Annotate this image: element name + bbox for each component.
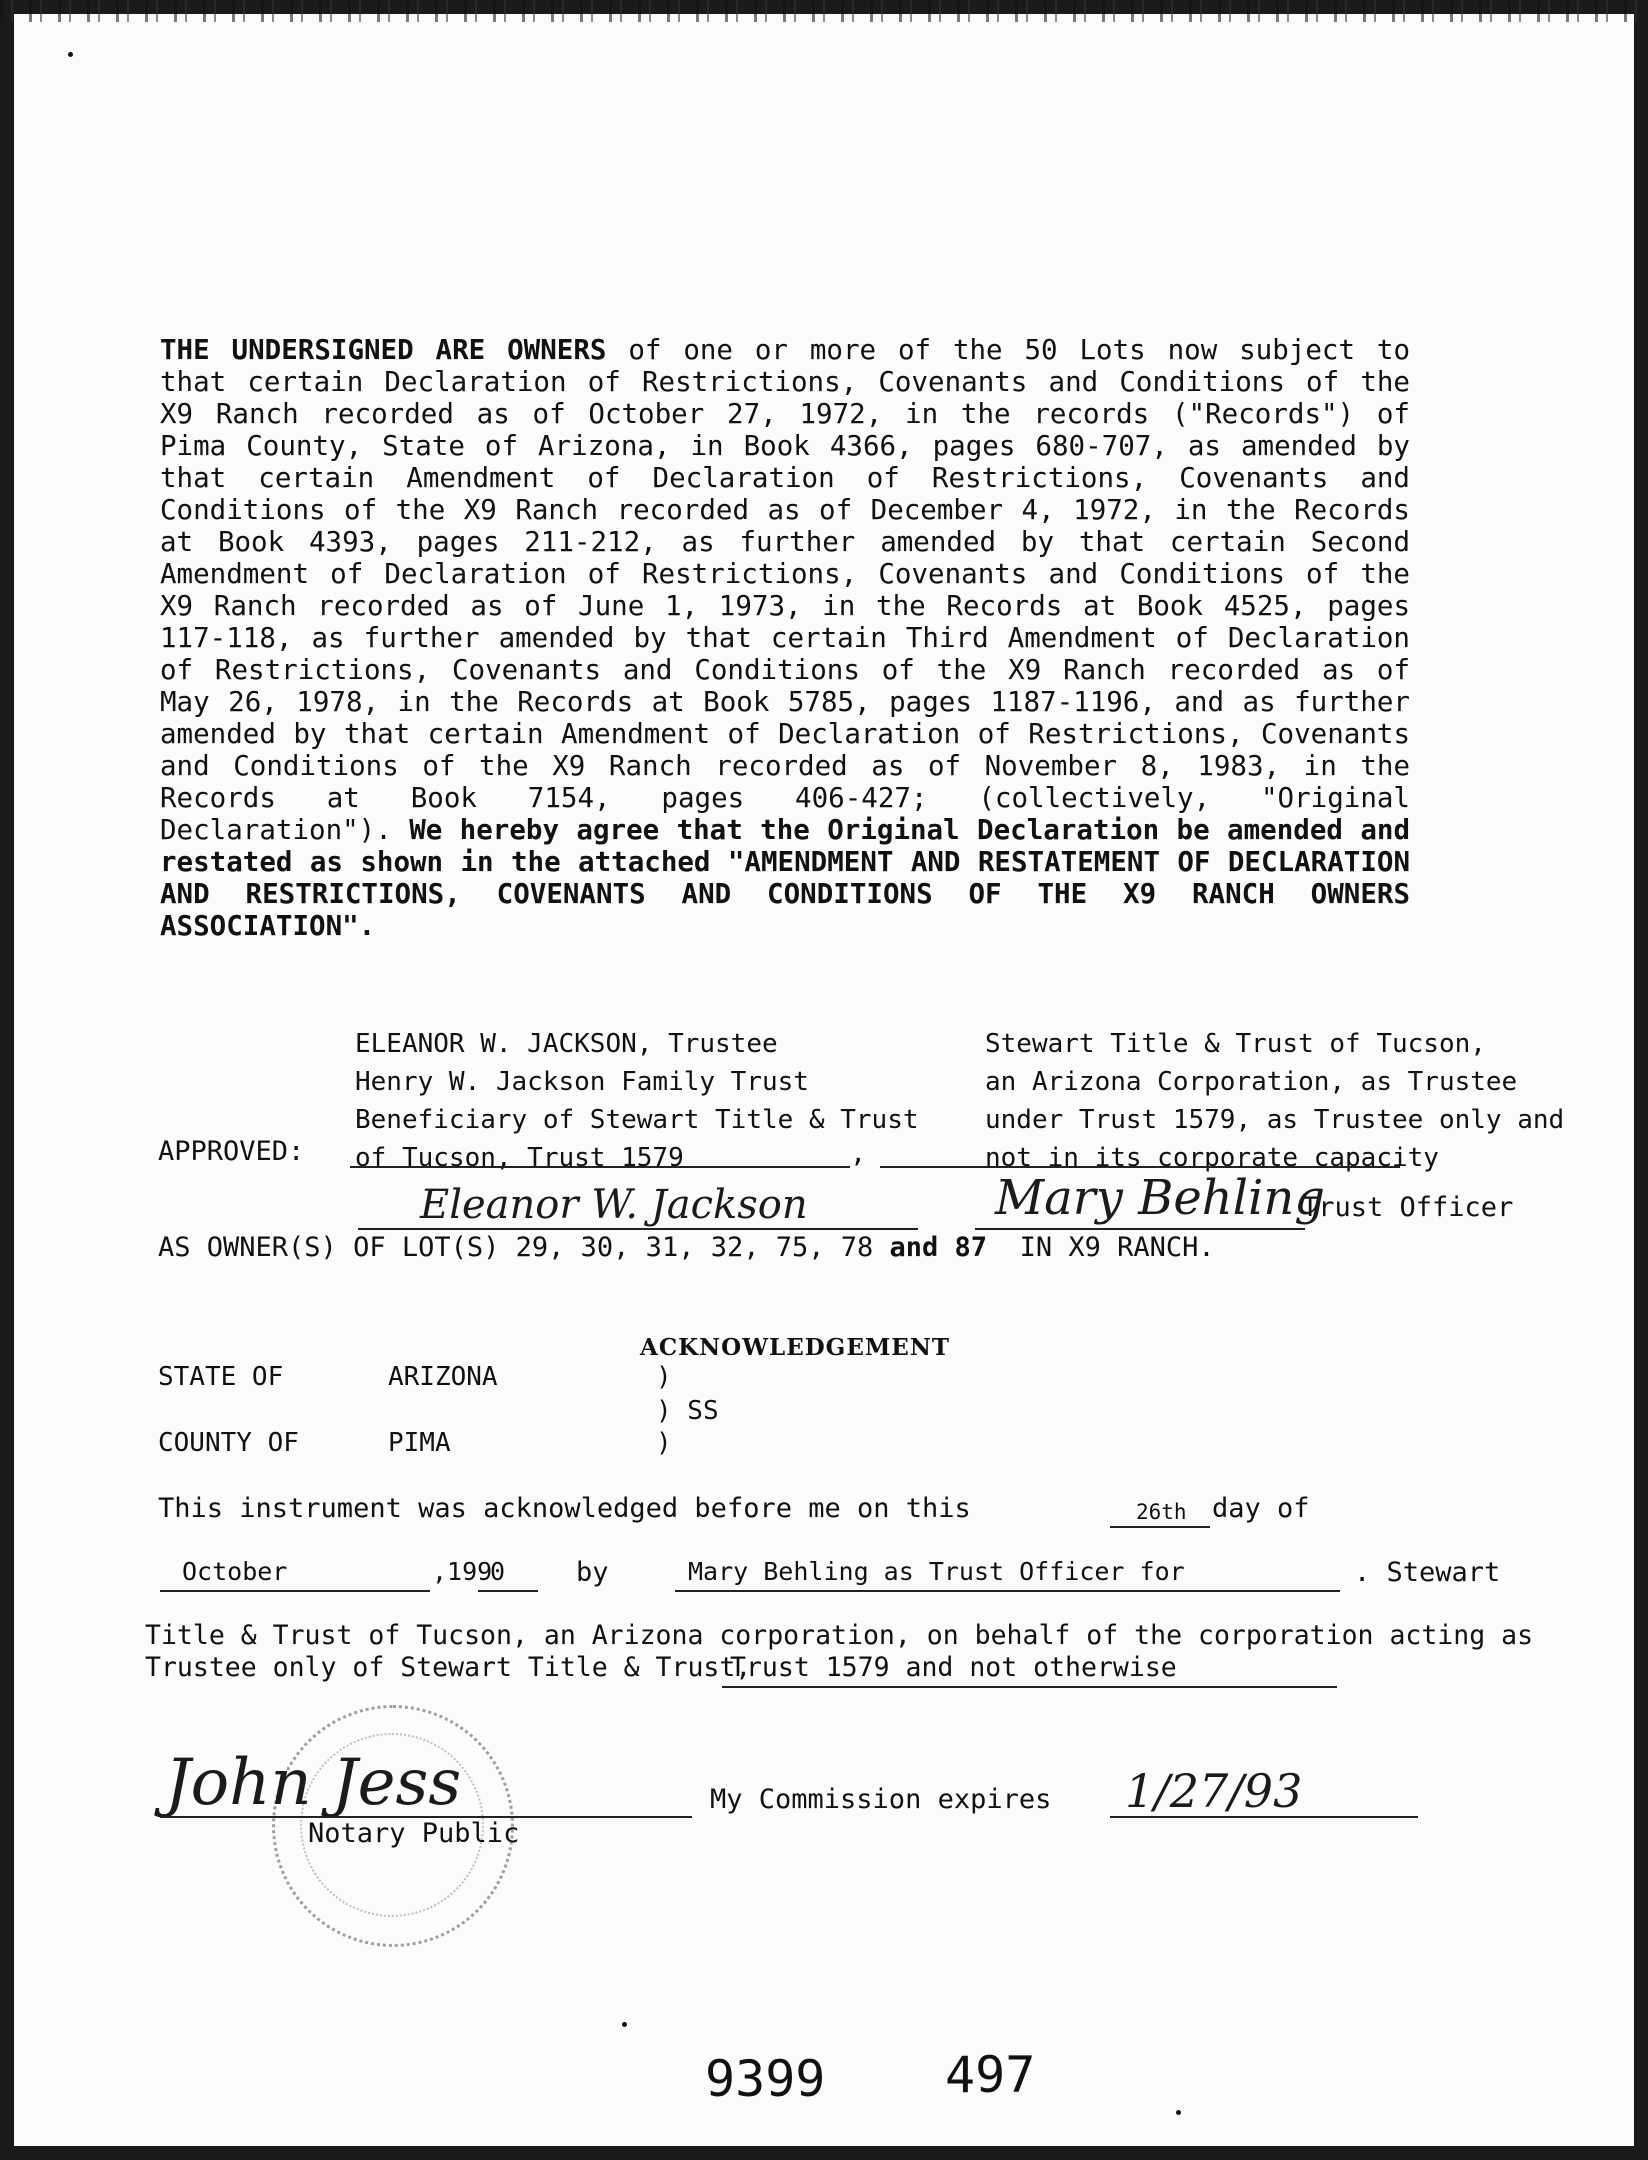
ack-month: October	[182, 1557, 288, 1586]
book-number: 9399	[705, 2050, 826, 2108]
ack-line-3: Title & Trust of Tucson, an Arizona corporation, on behalf of the corporation acting as	[145, 1620, 1534, 1651]
county-value: PIMA	[388, 1428, 451, 1458]
officer-signature-line	[975, 1228, 1305, 1230]
signatory-line: Beneficiary of Stewart Title & Trust	[355, 1105, 919, 1135]
approval-line-left	[350, 1166, 850, 1168]
approved-label: APPROVED:	[158, 1136, 305, 1167]
trust-officer-signature: Mary Behling	[995, 1170, 1326, 1226]
ack-by-name: Mary Behling as Trust Officer for	[688, 1557, 1185, 1586]
declaration-text: of one or more of the 50 Lots now subject to that certain Declaration of Restrictions, Covenants and Conditions of the X9 Ranch recorded as of October 27, 1972, in the records ("Records") of Pima County, State of Arizona, in Book 4366, pages 680-707, as amended by that certain Amendment of Declaration of Restrictions, Covenants and Conditions of the X9 Ranch recorded as of December 4, 1972, in the Records at Book 4393, pages 211-212, as further amended by that certain Second Amendment of Declaration of Restrictions, Covenants and Conditions of the X9 Ranch recorded as of June 1, 1973, in the Records at Book 4525, pages 117-118, as further amended by that certain Third Amendment of Declaration of Restrictions, Covenants and Conditions of the X9 Ranch recorded as of May 26, 1978, in the Records at Book 5785, pages 1187-1196, and as further amended by that certain Amendment of Declaration of Restrictions, Covenants and Conditions of the X9 Ranch recorded as of November 8, 1983, in the Records at Book 7154, pages 406-427; (collectively, "Original Declaration").	[160, 334, 1411, 846]
day-line	[1110, 1526, 1210, 1528]
by-name-line	[675, 1590, 1340, 1592]
trust-officer-label: Trust Officer	[1302, 1192, 1514, 1223]
owner-suffix: IN X9 RANCH.	[1019, 1232, 1215, 1263]
county-label: COUNTY OF	[158, 1428, 299, 1458]
owner-lots-line	[158, 1232, 1215, 1263]
scan-noise	[0, 0, 1648, 22]
approval-line-right	[880, 1166, 1400, 1168]
year-line	[478, 1590, 538, 1592]
trustee-signatory-block	[985, 1025, 1564, 1177]
ack-stewart: . Stewart	[1354, 1557, 1501, 1588]
owner-signature-line	[358, 1228, 918, 1230]
signatory-line: an Arizona Corporation, as Trustee	[985, 1067, 1518, 1097]
commission-label: My Commission expires	[710, 1784, 1052, 1815]
owner-signature: Eleanor W. Jackson	[420, 1182, 808, 1228]
lead-bold-text: THE UNDERSIGNED ARE OWNERS	[160, 334, 607, 366]
signatory-line: of Tucson, Trust 1579	[355, 1143, 684, 1173]
lot-numbers: 29, 30, 31, 32, 75, 78	[515, 1232, 874, 1263]
ack-by: by	[576, 1557, 609, 1588]
paren: )	[656, 1428, 672, 1458]
agreement-bold-text: We hereby agree that the Original Declaration be amended and restated as shown in the attached "AMENDMENT AND RESTATEMENT OF DECLARATION AND RESTRICTIONS, COVENANTS AND CONDITIONS OF THE X9 RANCH OWNERS ASSOCIATION".	[160, 814, 1410, 942]
ack-line-4-post: Trust 1579 and not otherwise	[730, 1652, 1177, 1683]
lot-numbers-final: and 87	[889, 1232, 988, 1263]
signatory-comma: ,	[850, 1138, 867, 1169]
paren: )	[656, 1362, 672, 1392]
state-label: STATE OF	[158, 1362, 284, 1392]
ack-line-4-pre: Trustee only of Stewart Title & Trust,	[145, 1652, 752, 1683]
scan-speck	[68, 52, 73, 57]
ack-day-of: day of	[1212, 1493, 1310, 1524]
intro-paragraph	[160, 334, 1410, 942]
month-line	[160, 1590, 430, 1592]
commission-date: 1/27/93	[1125, 1764, 1303, 1818]
scan-speck	[1176, 2110, 1181, 2115]
ack-year-prefix: ,199	[432, 1557, 493, 1586]
owner-prefix: AS OWNER(S) OF LOT(S)	[158, 1232, 500, 1263]
ack-year-digit: 0	[490, 1557, 506, 1586]
scan-speck	[622, 2022, 627, 2027]
ack-line-1: This instrument was acknowledged before me on this	[158, 1493, 971, 1524]
acknowledgement-title: ACKNOWLEDGEMENT	[640, 1334, 950, 1361]
owner-signatory-block	[355, 1025, 919, 1177]
signatory-line: Stewart Title & Trust of Tucson,	[985, 1029, 1486, 1059]
notary-signature: John Jess	[165, 1746, 462, 1820]
ack-day: 26th	[1136, 1500, 1187, 1524]
ss-mark: ) SS	[656, 1396, 719, 1426]
commission-line	[1110, 1816, 1418, 1818]
signatory-line: Henry W. Jackson Family Trust	[355, 1067, 809, 1097]
line4-underline	[722, 1686, 1337, 1688]
signatory-line: ELEANOR W. JACKSON, Trustee	[355, 1029, 778, 1059]
page-number: 497	[945, 2046, 1036, 2104]
signatory-line: under Trust 1579, as Trustee only and	[985, 1105, 1565, 1135]
signatory-line: not in its corporate capacity	[985, 1143, 1439, 1173]
notary-public-label: Notary Public	[308, 1818, 520, 1849]
state-value: ARIZONA	[388, 1362, 498, 1392]
